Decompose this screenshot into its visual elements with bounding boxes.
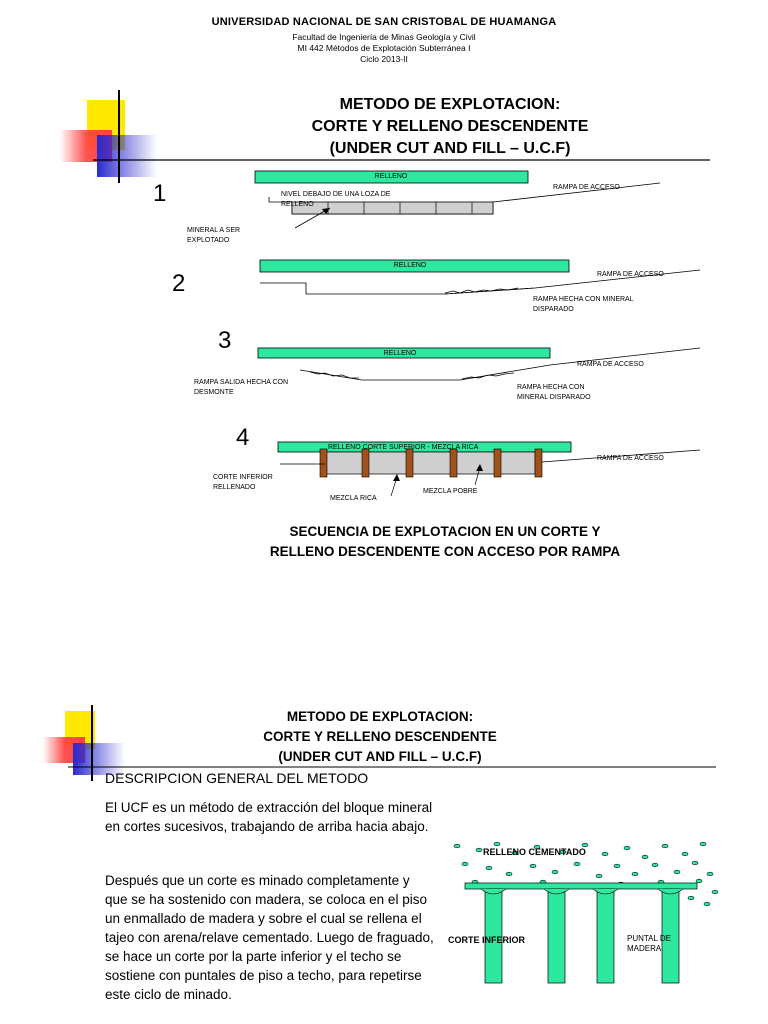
university-name: UNIVERSIDAD NACIONAL DE SAN CRISTOBAL DE HUAMANGA — [211, 16, 557, 28]
stage1-nivel-2: RELLENO — [281, 201, 314, 208]
puntal-label-2: MADERA — [627, 944, 662, 953]
puntal-label-1: PUNTAL DE — [627, 934, 672, 943]
ucf-support-diagram — [445, 838, 730, 988]
stage4-rampa: RAMPA DE ACCESO — [597, 455, 664, 462]
stage2-rampa: RAMPA DE ACCESO — [597, 271, 664, 278]
stage2-rampa-mineral-2: DISPARADO — [533, 306, 574, 313]
stage2-rampa-mineral-1: RAMPA HECHA CON MINERAL — [533, 296, 634, 303]
slide2-title — [230, 707, 530, 767]
step-4: 4 — [236, 424, 250, 451]
stage4-corte-inferior-1: CORTE INFERIOR — [213, 474, 273, 481]
cycle: Ciclo 2013-II — [360, 54, 408, 64]
stage1-relleno: RELLENO — [374, 173, 408, 180]
step-2: 2 — [172, 270, 186, 297]
stage4-mezcla-pobre: MEZCLA POBRE — [423, 488, 478, 495]
slide1-caption — [180, 522, 710, 562]
stage4-relleno-corte: RELLENO CORTE SUPERIOR - MEZCLA RICA — [328, 444, 479, 451]
stage1-mineral-1: MINERAL A SER — [187, 227, 241, 234]
step-1: 1 — [153, 180, 167, 207]
stage3-relleno: RELLENO — [383, 350, 417, 357]
stage3-rampa-mineral-2: MINERAL DISPARADO — [517, 394, 591, 401]
slide1-title-line2: CORTE Y RELLENO DESCENDENTE — [311, 118, 589, 135]
corte-inferior-label: CORTE INFERIOR — [448, 935, 526, 945]
slide1-title — [240, 94, 660, 160]
slide2-title-line2: CORTE Y RELLENO DESCENDENTE — [263, 729, 497, 744]
faculty-name: Facultad de Ingeniería de Minas Geología y Civil — [292, 32, 476, 42]
slide2-title-line1: METODO DE EXPLOTACION: — [286, 709, 474, 724]
stage3-rampa-salida-2: DESMONTE — [194, 389, 234, 396]
stage2-relleno: RELLENO — [393, 262, 427, 269]
stage3-rampa-mineral-1: RAMPA HECHA CON — [517, 384, 585, 391]
slide1-caption-line1: SECUENCIA DE EXPLOTACION EN UN CORTE Y — [289, 524, 601, 539]
step-3: 3 — [218, 327, 232, 354]
slide1-caption-line2: RELLENO DESCENDENTE CON ACCESO POR RAMPA — [269, 544, 621, 559]
stage1-mineral-2: EXPLOTADO — [187, 237, 230, 244]
relleno-cementado-label: RELLENO CEMENTADO — [483, 847, 586, 857]
stage3-rampa: RAMPA DE ACCESO — [577, 361, 644, 368]
slide1-title-line3: (UNDER CUT AND FILL – U.C.F) — [329, 140, 571, 157]
slide2-title-line3: (UNDER CUT AND FILL – U.C.F) — [278, 749, 482, 764]
description-paragraph-2: Después que un corte es minado completamente y que se ha sostenido con madera, se coloca en el piso un enmallado de madera y sobre el cual se rellena el tajeo con arena/relave cementado. Luego de fraguado, se hace un corte por la parte inferior y el techo se sostiene con puntales de piso a techo, para repetirse este ciclo de minado. — [105, 873, 434, 1002]
course-name: MI 442 Métodos de Explotación Subterránea I — [297, 43, 471, 53]
description-heading: DESCRIPCION GENERAL DEL METODO — [105, 770, 369, 786]
stage4-mezcla-rica: MEZCLA RICA — [330, 495, 377, 502]
slide1-title-line1: METODO DE EXPLOTACION: — [339, 96, 561, 113]
stage4-corte-inferior-2: RELLENADO — [213, 484, 256, 491]
stage3-rampa-salida-1: RAMPA SALIDA HECHA CON — [194, 379, 289, 386]
stage1-rampa: RAMPA DE ACCESO — [553, 184, 620, 191]
stage1-nivel-1: NIVEL DEBAJO DE UNA LOZA DE — [281, 191, 391, 198]
description-paragraph-1: El UCF es un método de extracción del bloque mineral en cortes sucesivos, trabajando de arriba hacia abajo. — [105, 800, 433, 834]
